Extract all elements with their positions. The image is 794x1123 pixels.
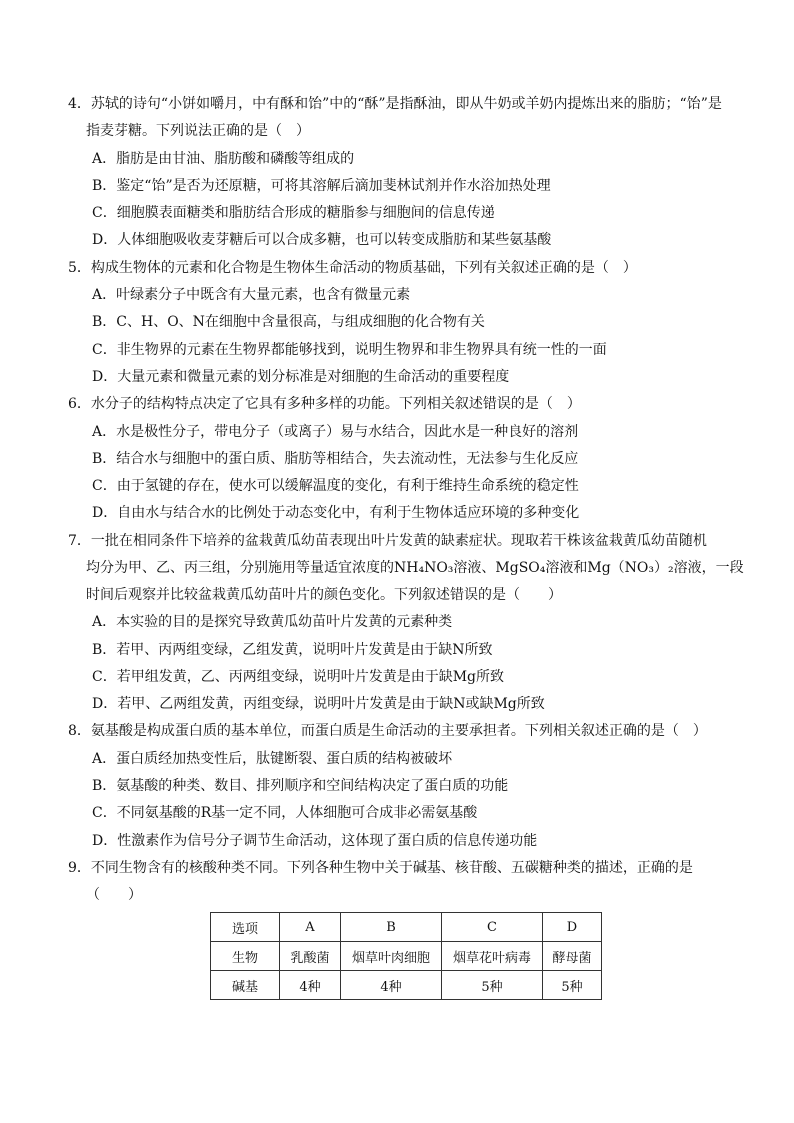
table-cell: B (341, 913, 442, 942)
table-cell: 选项 (211, 913, 280, 942)
table-cell: 生物 (211, 942, 280, 971)
q8-option-d: D．性激素作为信号分子调节生命活动，这体现了蛋白质的信息传递功能 (92, 833, 538, 849)
table-cell: 烟草叶肉细胞 (341, 942, 442, 971)
table-cell: 5种 (442, 971, 543, 1000)
table-cell: 4种 (280, 971, 341, 1000)
q7-option-c: C．若甲组发黄，乙、丙两组变绿，说明叶片发黄是由于缺Mg所致 (92, 669, 505, 685)
q5-option-c: C．非生物界的元素在生物界都能够找到，说明生物界和非生物界具有统一性的一面 (92, 342, 607, 358)
q6-option-c: C．由于氢键的存在，使水可以缓解温度的变化，有利于维持生命系统的稳定性 (92, 478, 579, 494)
table-cell: C (442, 913, 543, 942)
q5-stem-line-1: 5．构成生物体的元素和化合物是生物体生命活动的物质基础，下列有关叙述正确的是（ ） (68, 260, 637, 276)
q4-stem-line-1: 4．苏轼的诗句“小饼如嚼月，中有酥和饴”中的“酥”是指酥油，即从牛奶或羊奶内提炼出来的脂肪；“饴”是 (68, 96, 722, 112)
q7-option-b: B．若甲、丙两组变绿，乙组发黄，说明叶片发黄是由于缺N所致 (92, 642, 493, 658)
q8-option-a: A．蛋白质经加热变性后，肽键断裂、蛋白质的结构被破坏 (92, 751, 453, 767)
table-cell: 酵母菌 (543, 942, 602, 971)
q5-option-b: B．C、H、O、N在细胞中含量很高，与组成细胞的化合物有关 (92, 314, 485, 330)
q7-stem-line-3: 时间后观察并比较盆栽黄瓜幼苗叶片的颜色变化。下列叙述错误的是（ ） (86, 587, 562, 603)
q5-option-a: A．叶绿素分子中既含有大量元素，也含有微量元素 (92, 287, 411, 303)
table-row (211, 942, 602, 971)
q8-option-c: C．不同氨基酸的R基一定不同，人体细胞可合成非必需氨基酸 (92, 805, 478, 821)
q4-stem-line-2: 指麦芽糖。下列说法正确的是（ ） (86, 123, 310, 139)
table-cell: 4种 (341, 971, 442, 1000)
q6-stem-line-1: 6．水分子的结构特点决定了它具有多种多样的功能。下列相关叙述错误的是（ ） (68, 396, 581, 412)
q7-option-a: A．本实验的目的是探究导致黄瓜幼苗叶片发黄的元素种类 (92, 614, 453, 630)
q8-option-b: B．氨基酸的种类、数目、排列顺序和空间结构决定了蛋白质的功能 (92, 778, 509, 794)
q5-option-d: D．大量元素和微量元素的划分标准是对细胞的生命活动的重要程度 (92, 369, 510, 385)
q4-option-a: A．脂肪是由甘油、脂肪酸和磷酸等组成的 (92, 151, 355, 167)
table-cell: D (543, 913, 602, 942)
table-cell: A (280, 913, 341, 942)
table-cell: 碱基 (211, 971, 280, 1000)
q4-option-d: D．人体细胞吸收麦芽糖后可以合成多糖，也可以转变成脂肪和某些氨基酸 (92, 232, 552, 248)
table-cell: 烟草花叶病毒 (442, 942, 543, 971)
table-cell: 乳酸菌 (280, 942, 341, 971)
q6-option-a: A．水是极性分子，带电分子（或离子）易与水结合，因此水是一种良好的溶剂 (92, 424, 579, 440)
q7-stem-line-2: 均分为甲、乙、丙三组，分别施用等量适宜浓度的NH₄NO₃溶液、MgSO₄溶液和Mg（NO₃）₂溶液，一段 (86, 560, 744, 576)
table-cell: 5种 (543, 971, 602, 1000)
q9-options-table (210, 912, 602, 1000)
table-row (211, 971, 602, 1000)
q7-option-d: D．若甲、乙两组发黄，丙组变绿，说明叶片发黄是由于缺N或缺Mg所致 (92, 696, 545, 712)
q4-option-c: C．细胞膜表面糖类和脂肪结合形成的糖脂参与细胞间的信息传递 (92, 205, 495, 221)
table-row (211, 913, 602, 942)
q9-stem-line-1: 9．不同生物含有的核酸种类不同。下列各种生物中关于碱基、核苷酸、五碳糖种类的描述，正确的是 (68, 860, 693, 876)
q8-stem-line-1: 8．氨基酸是构成蛋白质的基本单位，而蛋白质是生命活动的主要承担者。下列相关叙述正确的是（ ） (68, 723, 707, 739)
q4-option-b: B．鉴定“饴”是否为还原糖，可将其溶解后滴加斐林试剂并作水浴加热处理 (92, 178, 551, 194)
q6-option-b: B．结合水与细胞中的蛋白质、脂肪等相结合，失去流动性，无法参与生化反应 (92, 451, 579, 467)
q6-option-d: D．自由水与结合水的比例处于动态变化中，有利于生物体适应环境的多种变化 (92, 505, 580, 521)
q7-stem-line-1: 7．一批在相同条件下培养的盆栽黄瓜幼苗表现出叶片发黄的缺素症状。现取若干株该盆栽黄瓜幼苗随机 (68, 533, 707, 549)
q9-stem-line-2: （ ） (86, 887, 142, 903)
